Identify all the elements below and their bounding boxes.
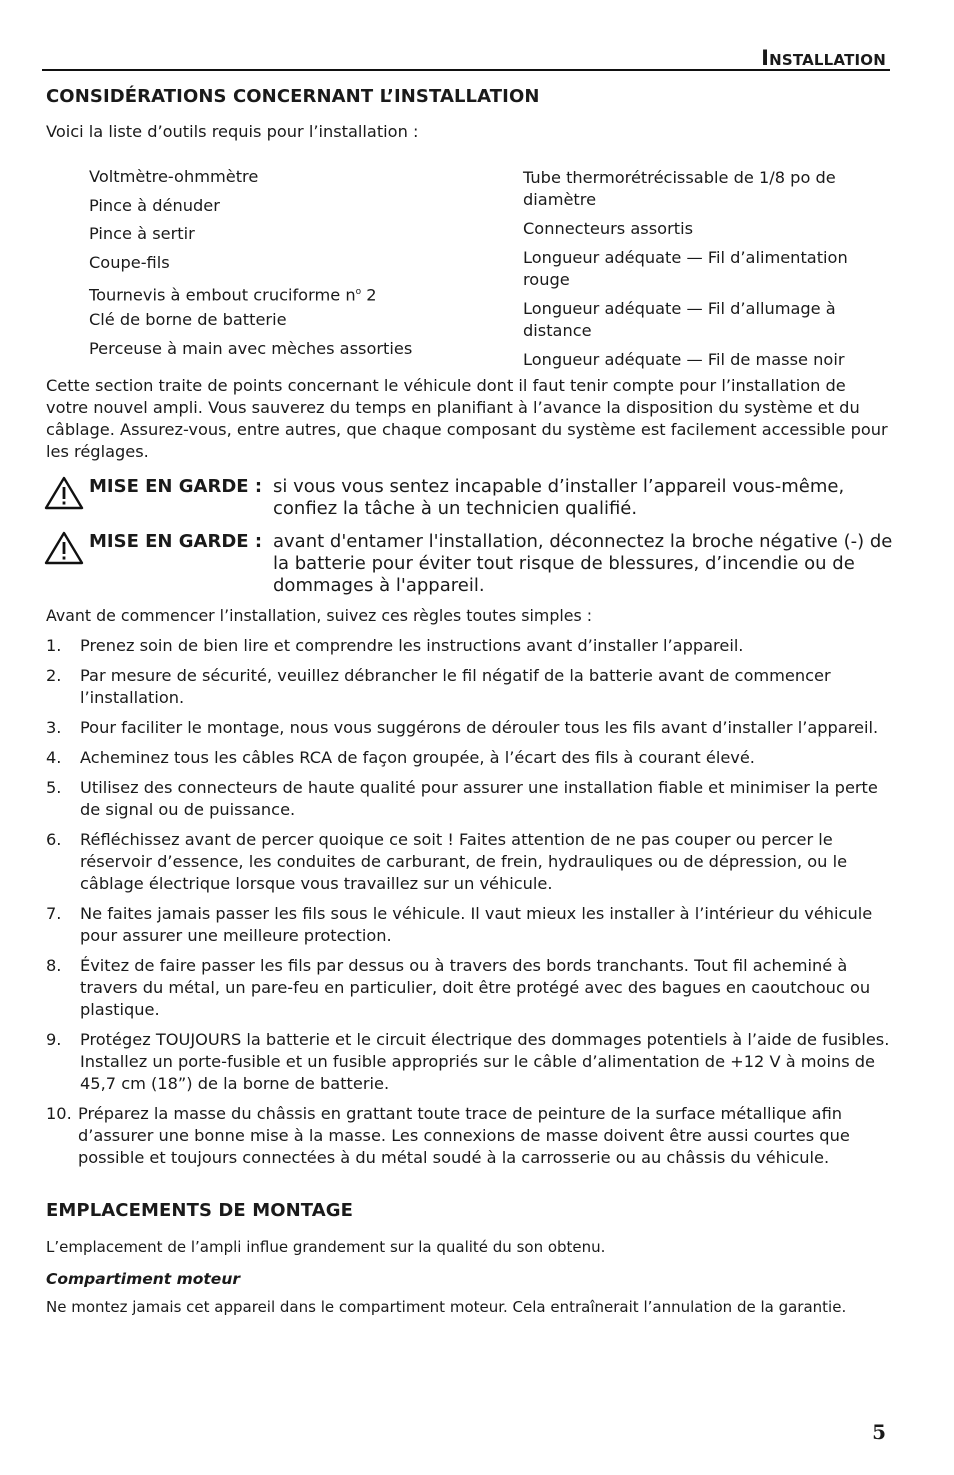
rules-intro: Avant de commencer l’installation, suivez ces règles toutes simples : <box>46 606 593 625</box>
engine-compartment-text: Ne montez jamais cet appareil dans le compartiment moteur. Cela entraînerait l’annulation de la garantie. <box>46 1298 847 1316</box>
page-number: 5 <box>872 1420 886 1444</box>
tool-item: Tube thermorétrécissable de 1/8 po de diamètre <box>523 168 836 209</box>
list-text: Utilisez des connecteurs de haute qualité pour assurer une installation fiable et minimiser la perte de signal ou de puissance. <box>80 778 878 819</box>
warning-block <box>44 531 892 601</box>
engine-compartment-heading: Compartiment moteur <box>46 1270 240 1288</box>
vehicle-considerations-paragraph: Cette section traite de points concernant le véhicule dont il faut tenir compte pour l’installation de votre nouvel ampli. Vous sauverez du temps en planifiant à l’avance la disposition du système et du câblage. Assurez-vous, entre autres, que chaque composant du système est facilement accessible pour les réglages. <box>46 376 888 461</box>
tools-list-left <box>89 166 509 367</box>
list-item <box>46 1103 891 1169</box>
tool-item: Perceuse à main avec mèches assorties <box>89 339 413 359</box>
header-rule <box>42 69 890 71</box>
list-text: Acheminez tous les câbles RCA de façon groupée, à l’écart des fils à courant élevé. <box>80 748 755 767</box>
warning-label: MISE EN GARDE : <box>89 531 263 552</box>
list-text: Réfléchissez avant de percer quoique ce soit ! Faites attention de ne pas couper ou percer le réservoir d’essence, les conduites de carburant, de frein, hydrauliques ou de dépression, ou le câblage électrique lorsque vous travaillez sur un véhicule. <box>80 830 848 893</box>
warning-text: avant d'entamer l'installation, déconnectez la broche négative (-) de la batterie pour éviter tout risque de blessures, d’incendie ou de dommages à l'appareil. <box>273 531 893 596</box>
mounting-intro: L’emplacement de l’ampli influe grandement sur la qualité du son obtenu. <box>46 1238 606 1256</box>
list-number: 5. <box>46 778 62 797</box>
list-text: Préparez la masse du châssis en grattant toute trace de peinture de la surface métallique afin d’assurer une bonne mise à la masse. Les connexions de masse doivent être aussi courtes que possible et toujours connectées à du métal soudé à la carrosserie ou au châssis du véhicule. <box>78 1104 850 1167</box>
tool-item: Clé de borne de batterie <box>89 310 287 330</box>
warning-label: MISE EN GARDE : <box>89 476 263 497</box>
list-number: 10. <box>46 1104 72 1123</box>
list-text: Pour faciliter le montage, nous vous suggérons de dérouler tous les fils avant d’installer l’appareil. <box>80 718 879 737</box>
tool-item: Longueur adéquate — Fil de masse noir <box>523 350 845 369</box>
tool-item: Voltmètre-ohmmètre <box>89 167 259 186</box>
installation-rules-list <box>46 635 891 1177</box>
tool-item: Pince à sertir <box>89 224 195 244</box>
list-item <box>46 635 891 657</box>
considerations-heading: CONSIDÉRATIONS CONCERNANT L’INSTALLATION <box>46 86 540 107</box>
tools-intro: Voici la liste d’outils requis pour l’installation : <box>46 122 419 141</box>
mounting-heading: EMPLACEMENTS DE MONTAGE <box>46 1200 354 1221</box>
list-text: Ne faites jamais passer les fils sous le véhicule. Il vaut mieux les installer à l’intérieur du véhicule pour assurer une meilleure protection. <box>80 904 873 945</box>
list-item <box>46 717 891 739</box>
list-number: 3. <box>46 718 62 737</box>
tool-item: Longueur adéquate — Fil d’alimentation rouge <box>523 248 848 289</box>
list-number: 7. <box>46 904 62 923</box>
list-number: 8. <box>46 956 62 975</box>
tool-item-text: Tournevis à embout cruciforme n <box>89 285 356 305</box>
tool-item: Coupe-fils <box>89 253 170 273</box>
warning-block <box>44 476 892 524</box>
tool-item: Longueur adéquate — Fil d’allumage à distance <box>523 299 836 340</box>
warning-triangle-icon <box>44 476 84 510</box>
list-number: 1. <box>46 636 62 655</box>
warning-text: si vous vous sentez incapable d’installer l’appareil vous-même, confiez la tâche à un technicien qualifié. <box>273 476 845 519</box>
warning-triangle-icon <box>44 531 84 565</box>
list-item <box>46 955 891 1021</box>
list-text: Protégez TOUJOURS la batterie et le circuit électrique des dommages potentiels à l’aide de fusibles. Installez un porte-fusible et un fusible appropriés sur le câble d’alimentation de +12 V à moins de 45,7 cm (18”) de la borne de batterie. <box>80 1030 890 1093</box>
tool-number-superscript: o <box>355 286 362 297</box>
list-item <box>46 829 891 895</box>
list-text: Évitez de faire passer les fils par dessus ou à travers des bords tranchants. Tout fil acheminé à travers du métal, un pare-feu en particulier, doit être protégé avec des bagues en caoutchouc ou plastique. <box>80 956 871 1019</box>
tool-item-screwdriver <box>89 281 509 310</box>
tool-number: 2 <box>361 285 377 305</box>
list-number: 2. <box>46 666 62 685</box>
list-item <box>46 665 891 709</box>
tool-item: Pince à dénuder <box>89 195 220 215</box>
list-item <box>46 747 891 769</box>
list-number: 6. <box>46 830 62 849</box>
list-item <box>46 1029 891 1095</box>
tool-item: Connecteurs assortis <box>523 219 694 238</box>
list-item <box>46 903 891 947</box>
list-text: Prenez soin de bien lire et comprendre les instructions avant d’installer l’appareil. <box>80 636 744 655</box>
list-item <box>46 777 891 821</box>
list-number: 9. <box>46 1030 62 1049</box>
running-header: Installation <box>761 46 886 70</box>
tools-list-right <box>523 167 883 378</box>
list-text: Par mesure de sécurité, veuillez débrancher le fil négatif de la batterie avant de commencer l’installation. <box>80 666 831 707</box>
list-number: 4. <box>46 748 62 767</box>
